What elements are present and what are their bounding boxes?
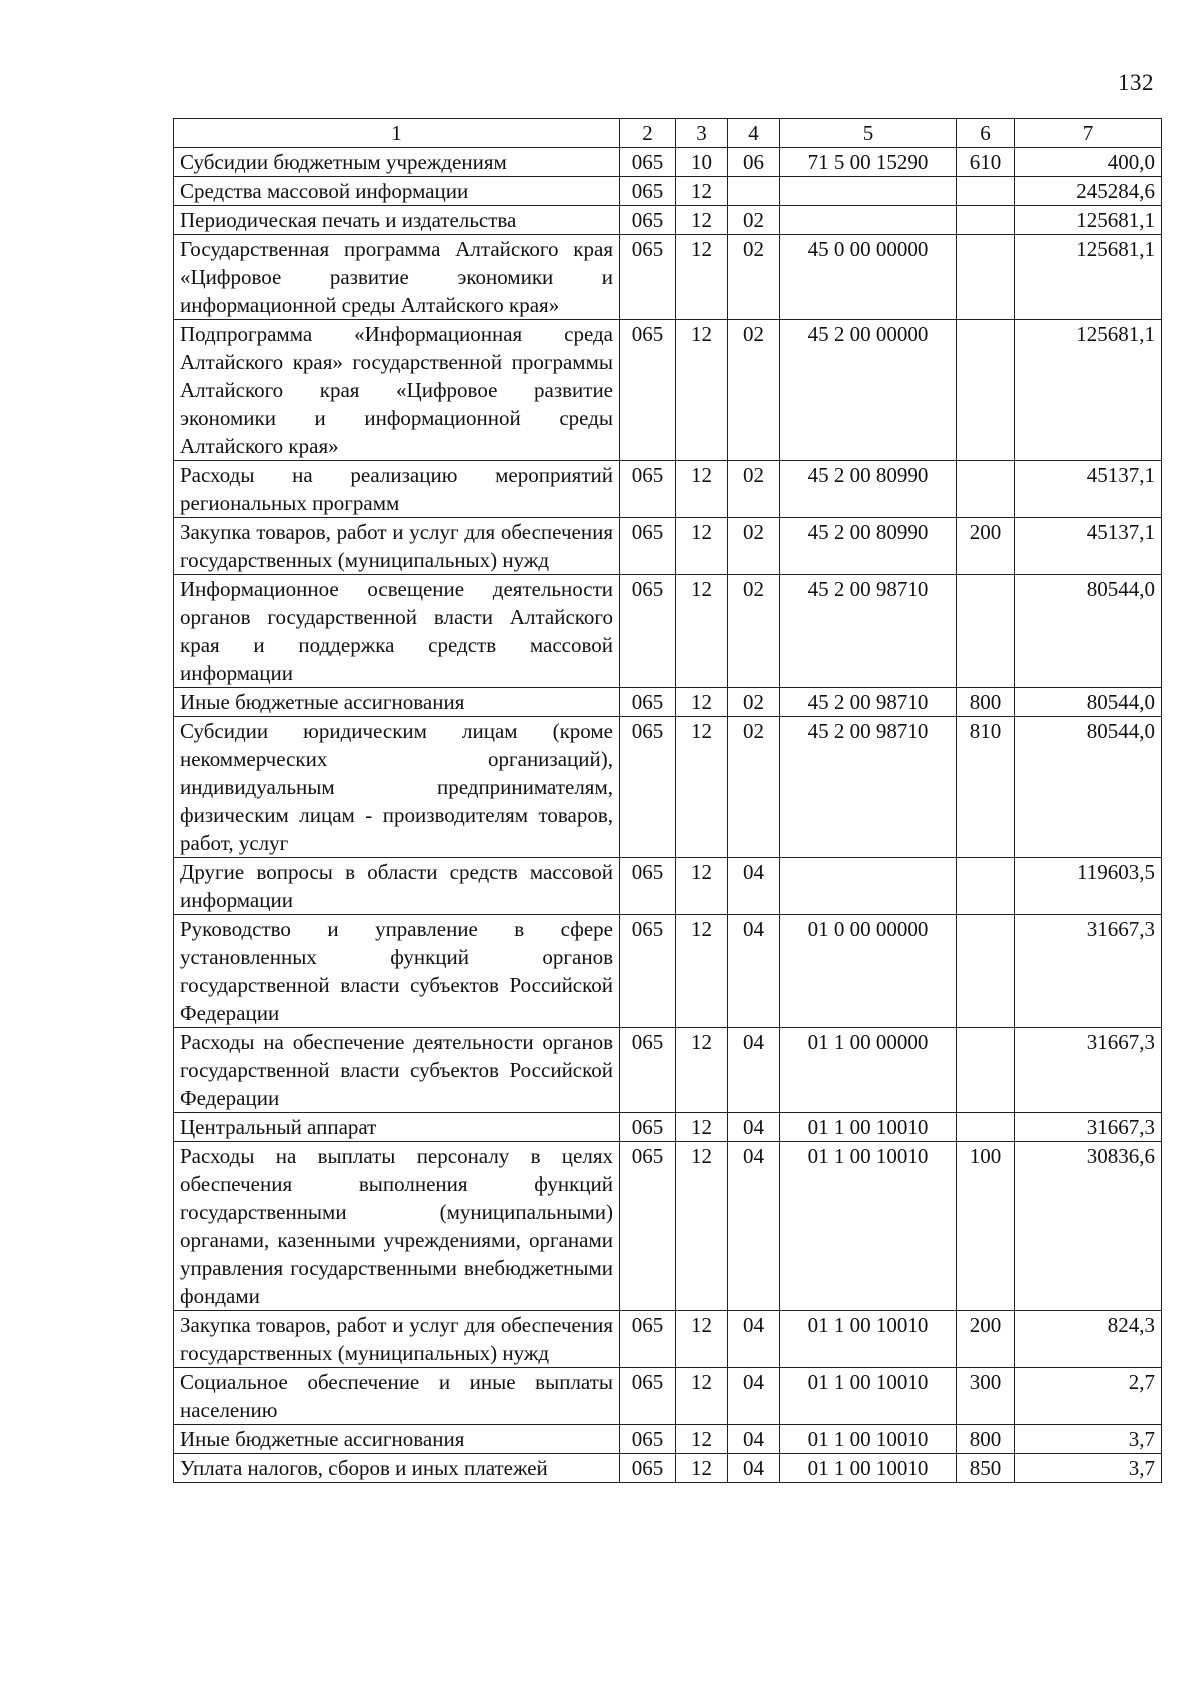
expense-type-cell [957,1028,1015,1113]
expense-name-cell: Периодическая печать и издательства [174,206,620,235]
section-code-cell: 12 [676,461,728,518]
header-col-5: 5 [780,119,957,148]
amount-cell: 125681,1 [1015,235,1162,320]
expense-name-cell: Субсидии бюджетным учреждениям [174,148,620,177]
target-article-cell: 45 2 00 98710 [780,717,957,858]
expense-type-cell [957,1113,1015,1142]
table-body [174,148,1162,1483]
department-code-cell: 065 [620,717,676,858]
table-row [174,206,1162,235]
page-number: 132 [1118,70,1154,95]
section-code-cell: 12 [676,1425,728,1454]
department-code-cell: 065 [620,518,676,575]
expense-name-cell: Информационное освещение деятельности органов государственной власти Алтайского края и поддержка средств массовой информации [174,575,620,688]
amount-cell: 45137,1 [1015,461,1162,518]
table-row [174,688,1162,717]
table-header [174,119,1162,148]
header-col-1: 1 [174,119,620,148]
table-row [174,915,1162,1028]
table-row [174,461,1162,518]
expense-name-cell: Субсидии юридическим лицам (кроме некоммерческих организаций), индивидуальным предпринимателям, физическим лицам - производителям товаров, работ, услуг [174,717,620,858]
target-article-cell [780,858,957,915]
subsection-code-cell: 02 [728,518,780,575]
table-row [174,717,1162,858]
expense-name-cell: Руководство и управление в сфере установленных функций органов государственной власти субъектов Российской Федерации [174,915,620,1028]
expense-type-cell: 800 [957,1425,1015,1454]
amount-cell: 45137,1 [1015,518,1162,575]
section-code-cell: 12 [676,688,728,717]
target-article-cell: 01 1 00 10010 [780,1425,957,1454]
table-row [174,1028,1162,1113]
subsection-code-cell: 02 [728,206,780,235]
department-code-cell: 065 [620,206,676,235]
expense-type-cell: 850 [957,1454,1015,1483]
department-code-cell: 065 [620,320,676,461]
target-article-cell: 45 2 00 98710 [780,688,957,717]
target-article-cell: 01 1 00 10010 [780,1454,957,1483]
subsection-code-cell: 04 [728,1311,780,1368]
section-code-cell: 12 [676,858,728,915]
table-row [174,858,1162,915]
table-row [174,148,1162,177]
subsection-code-cell: 02 [728,575,780,688]
amount-cell: 80544,0 [1015,717,1162,858]
subsection-code-cell: 04 [728,1368,780,1425]
amount-cell: 30836,6 [1015,1142,1162,1311]
amount-cell: 3,7 [1015,1425,1162,1454]
expense-type-cell [957,915,1015,1028]
target-article-cell: 01 0 00 00000 [780,915,957,1028]
section-code-cell: 12 [676,915,728,1028]
table-row [174,575,1162,688]
expense-type-cell [957,235,1015,320]
section-code-cell: 12 [676,1113,728,1142]
table-row [174,177,1162,206]
expense-type-cell [957,461,1015,518]
section-code-cell: 12 [676,320,728,461]
table-row [174,1311,1162,1368]
table-row [174,518,1162,575]
amount-cell: 119603,5 [1015,858,1162,915]
amount-cell: 125681,1 [1015,206,1162,235]
subsection-code-cell: 06 [728,148,780,177]
subsection-code-cell: 02 [728,688,780,717]
expense-name-cell: Государственная программа Алтайского края «Цифровое развитие экономики и информационной среды Алтайского края» [174,235,620,320]
department-code-cell: 065 [620,575,676,688]
header-col-2: 2 [620,119,676,148]
subsection-code-cell: 02 [728,235,780,320]
expense-type-cell: 200 [957,518,1015,575]
target-article-cell: 01 1 00 10010 [780,1311,957,1368]
expense-name-cell: Иные бюджетные ассигнования [174,1425,620,1454]
header-row [174,119,1162,148]
table-row [174,235,1162,320]
expense-name-cell: Другие вопросы в области средств массовой информации [174,858,620,915]
subsection-code-cell: 04 [728,1454,780,1483]
department-code-cell: 065 [620,1425,676,1454]
expense-name-cell: Расходы на реализацию мероприятий региональных программ [174,461,620,518]
table-row [174,1425,1162,1454]
amount-cell: 80544,0 [1015,688,1162,717]
section-code-cell: 10 [676,148,728,177]
header-col-3: 3 [676,119,728,148]
subsection-code-cell: 04 [728,858,780,915]
section-code-cell: 12 [676,1142,728,1311]
header-col-7: 7 [1015,119,1162,148]
expense-type-cell [957,858,1015,915]
expense-name-cell: Расходы на обеспечение деятельности органов государственной власти субъектов Российской Федерации [174,1028,620,1113]
expense-name-cell: Центральный аппарат [174,1113,620,1142]
table-row [174,1113,1162,1142]
table-row [174,1368,1162,1425]
section-code-cell: 12 [676,518,728,575]
expense-type-cell: 800 [957,688,1015,717]
expense-name-cell: Расходы на выплаты персоналу в целях обеспечения выполнения функций государственными (муниципальными) органами, казенными учреждениями, органами управления государственными внебюджетными фондами [174,1142,620,1311]
subsection-code-cell: 04 [728,1028,780,1113]
amount-cell: 80544,0 [1015,575,1162,688]
department-code-cell: 065 [620,461,676,518]
department-code-cell: 065 [620,1454,676,1483]
target-article-cell: 01 1 00 00000 [780,1028,957,1113]
expense-type-cell: 200 [957,1311,1015,1368]
amount-cell: 245284,6 [1015,177,1162,206]
department-code-cell: 065 [620,688,676,717]
expense-type-cell [957,320,1015,461]
budget-expenditure-table [173,118,1162,1483]
section-code-cell: 12 [676,717,728,858]
expense-name-cell: Уплата налогов, сборов и иных платежей [174,1454,620,1483]
amount-cell: 125681,1 [1015,320,1162,461]
amount-cell: 31667,3 [1015,915,1162,1028]
target-article-cell: 01 1 00 10010 [780,1368,957,1425]
amount-cell: 3,7 [1015,1454,1162,1483]
expense-name-cell: Подпрограмма «Информационная среда Алтайского края» государственной программы Алтайского края «Цифровое развитие экономики и информационной среды Алтайского края» [174,320,620,461]
section-code-cell: 12 [676,177,728,206]
target-article-cell: 45 2 00 80990 [780,461,957,518]
target-article-cell: 45 2 00 00000 [780,320,957,461]
amount-cell: 2,7 [1015,1368,1162,1425]
header-col-4: 4 [728,119,780,148]
department-code-cell: 065 [620,177,676,206]
expense-name-cell: Закупка товаров, работ и услуг для обеспечения государственных (муниципальных) нужд [174,1311,620,1368]
expense-type-cell [957,206,1015,235]
department-code-cell: 065 [620,858,676,915]
target-article-cell: 01 1 00 10010 [780,1113,957,1142]
table-row [174,1454,1162,1483]
subsection-code-cell: 02 [728,320,780,461]
expense-name-cell: Социальное обеспечение и иные выплаты населению [174,1368,620,1425]
subsection-code-cell: 04 [728,915,780,1028]
expense-type-cell [957,575,1015,688]
section-code-cell: 12 [676,1028,728,1113]
expense-type-cell: 810 [957,717,1015,858]
department-code-cell: 065 [620,235,676,320]
department-code-cell: 065 [620,1311,676,1368]
amount-cell: 400,0 [1015,148,1162,177]
department-code-cell: 065 [620,1028,676,1113]
subsection-code-cell: 04 [728,1425,780,1454]
amount-cell: 31667,3 [1015,1028,1162,1113]
target-article-cell [780,206,957,235]
department-code-cell: 065 [620,148,676,177]
table-row [174,1142,1162,1311]
section-code-cell: 12 [676,1454,728,1483]
subsection-code-cell [728,177,780,206]
expense-type-cell [957,177,1015,206]
expense-name-cell: Иные бюджетные ассигнования [174,688,620,717]
expense-type-cell: 100 [957,1142,1015,1311]
expense-type-cell: 610 [957,148,1015,177]
department-code-cell: 065 [620,915,676,1028]
subsection-code-cell: 04 [728,1142,780,1311]
subsection-code-cell: 02 [728,461,780,518]
target-article-cell: 45 0 00 00000 [780,235,957,320]
target-article-cell: 45 2 00 98710 [780,575,957,688]
target-article-cell [780,177,957,206]
expense-name-cell: Средства массовой информации [174,177,620,206]
table-row [174,320,1162,461]
subsection-code-cell: 02 [728,717,780,858]
department-code-cell: 065 [620,1368,676,1425]
amount-cell: 824,3 [1015,1311,1162,1368]
section-code-cell: 12 [676,235,728,320]
section-code-cell: 12 [676,1368,728,1425]
department-code-cell: 065 [620,1142,676,1311]
section-code-cell: 12 [676,575,728,688]
target-article-cell: 01 1 00 10010 [780,1142,957,1311]
section-code-cell: 12 [676,206,728,235]
subsection-code-cell: 04 [728,1113,780,1142]
header-col-6: 6 [957,119,1015,148]
section-code-cell: 12 [676,1311,728,1368]
target-article-cell: 45 2 00 80990 [780,518,957,575]
expense-type-cell: 300 [957,1368,1015,1425]
amount-cell: 31667,3 [1015,1113,1162,1142]
expense-name-cell: Закупка товаров, работ и услуг для обеспечения государственных (муниципальных) нужд [174,518,620,575]
target-article-cell: 71 5 00 15290 [780,148,957,177]
department-code-cell: 065 [620,1113,676,1142]
